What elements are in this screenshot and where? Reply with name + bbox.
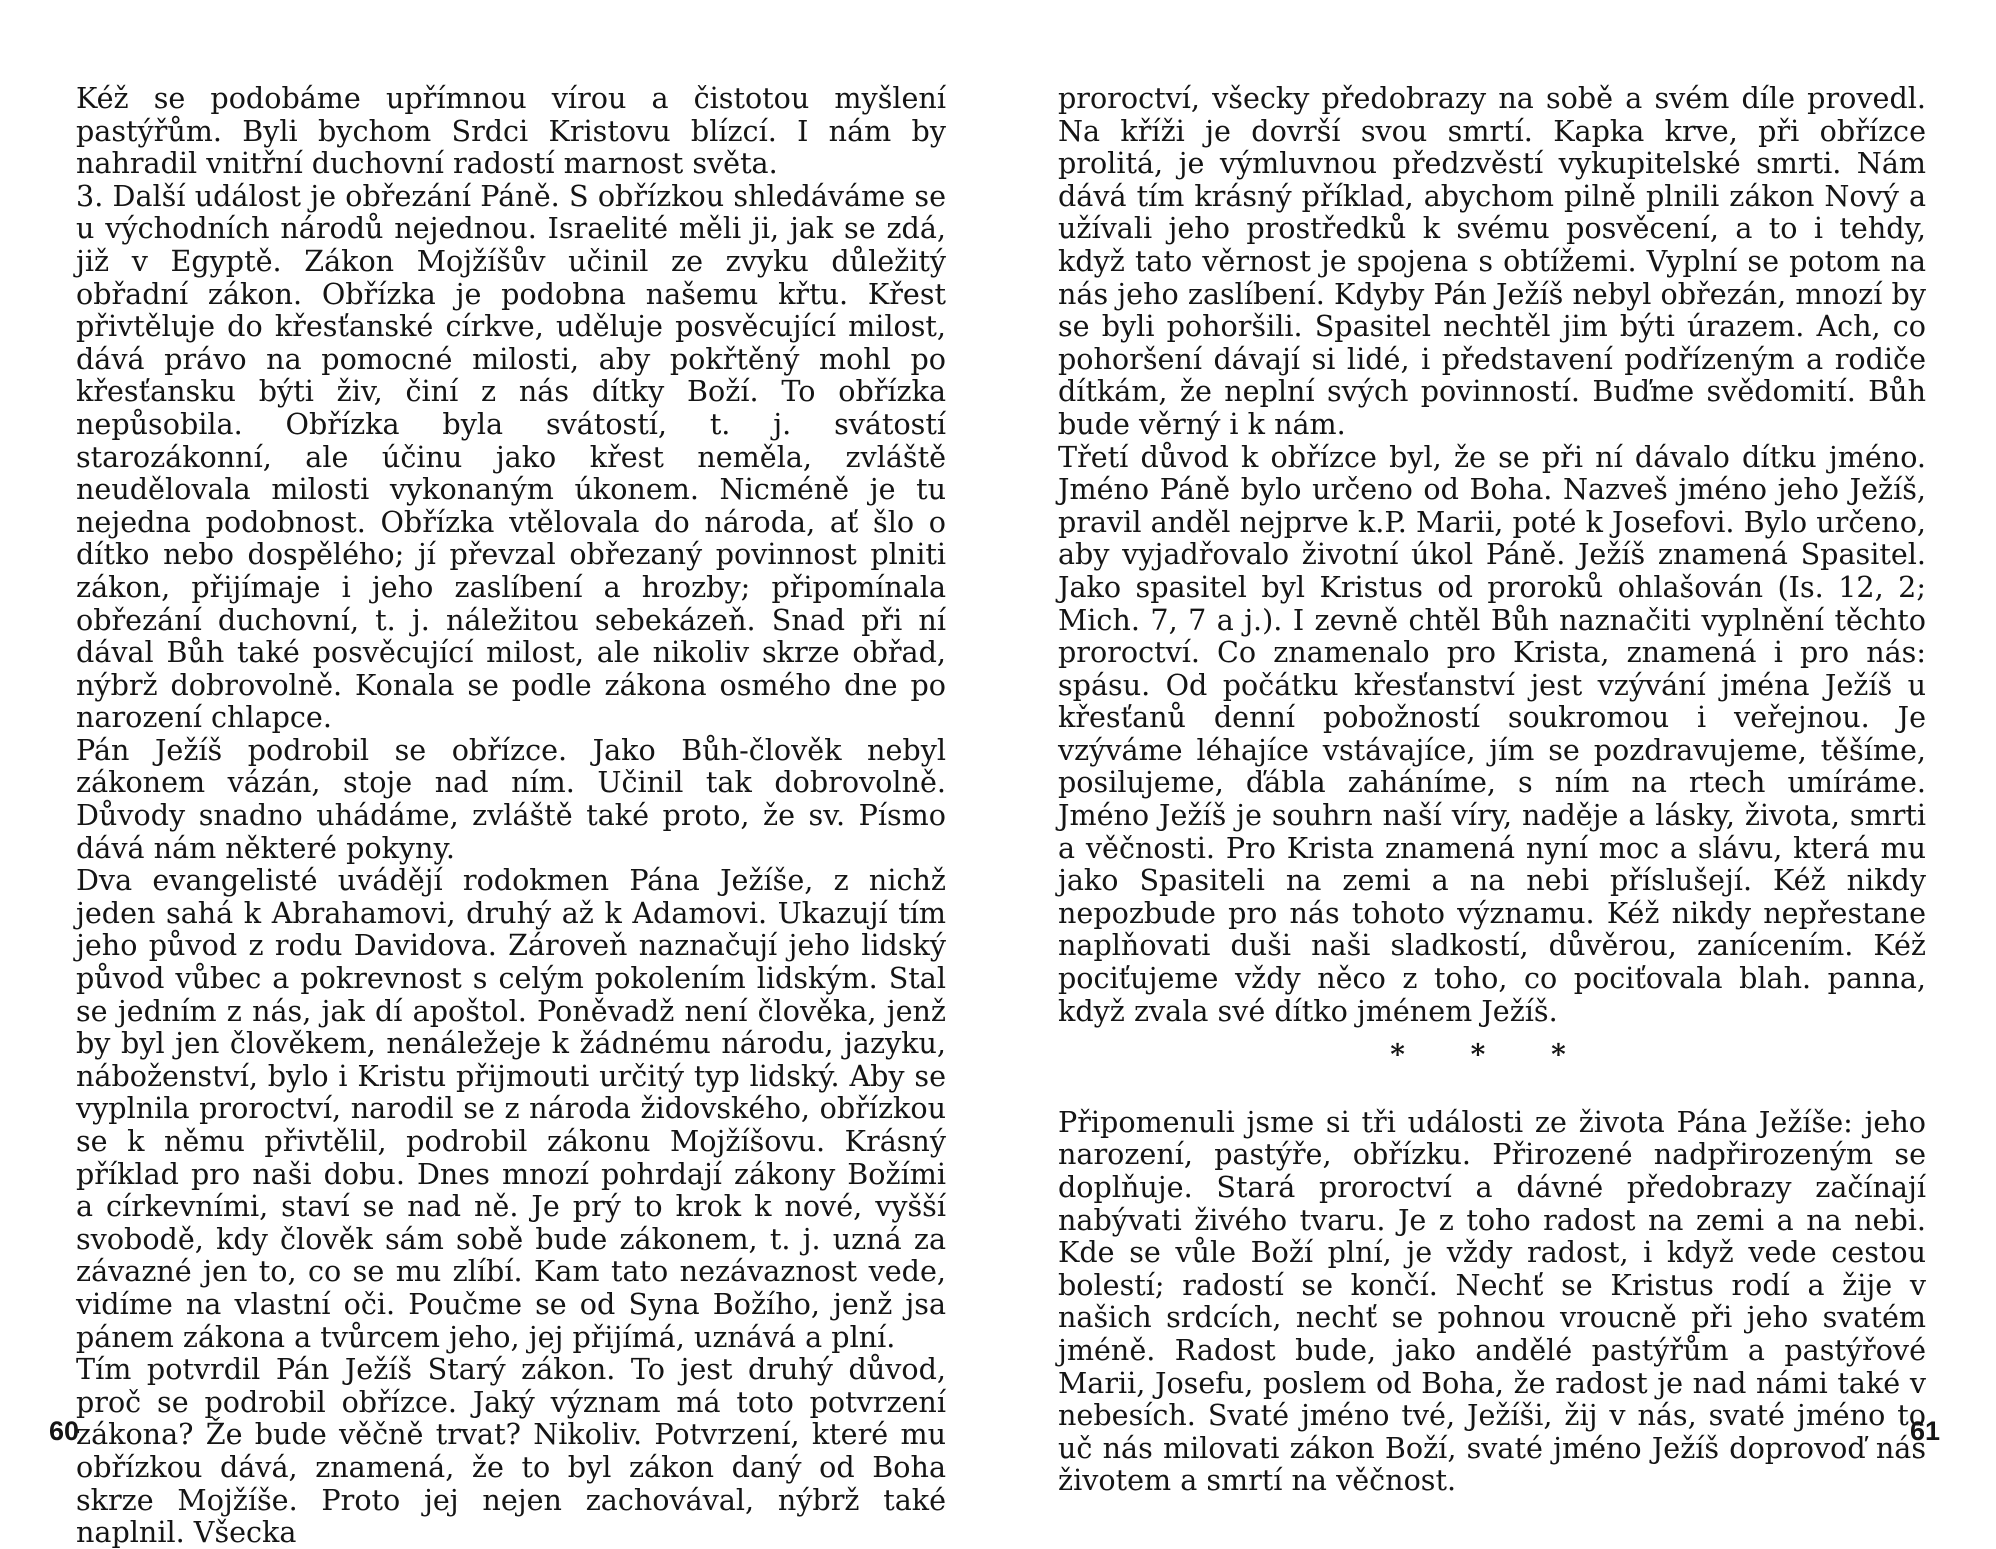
left-paragraph-4: Dva evangelisté uvádějí rodokmen Pána Ježíše, z nichž jeden sahá k Abrahamovi, druhý až k Adamovi. Ukazují tím jeho původ z rodu Davidova. Zároveň naznačují jeho lidský původ vůbec a pokrevnost s celým pokolením lidským. Stal se jedním z nás, jak dí apoštol. Poněvadž není člověka, jenž by byl jen člověkem, nenáležeje k žádnému národu, jazyku, náboženství, bylo i Kristu přijmouti určitý typ lidský. Aby se vyplnila proroctví, narodil se z národa židovského, obřízkou se k němu přivtělil, podrobil zákonu Mojžíšovu. Krásný příklad pro naši dobu. Dnes mnozí pohrdají zákony Božími a církevními, staví se nad ně. Je prý to krok k nové, vyšší svobodě, kdy člověk sám sobě bude zákonem, t. j. uzná za závazné jen to, co se mu zlíbí. Kam tato nezávaznost vede, vidíme na vlastní oči. Poučme se od Syna Božího, jenž jsa pánem zákona a tvůrcem jeho, jej přijímá, uznává a plní. [76, 863, 946, 1354]
right-paragraph-2: Třetí důvod k obřízce byl, že se při ní dávalo dítku jméno. Jméno Páně bylo určeno od Boha. Nazveš jméno jeho Ježíš, pravil anděl nejprve k.P. Marii, poté k Josefovi. Bylo určeno, aby vyjadřovalo životní úkol Páně. Ježíš znamená Spasitel. Jako spasitel byl Kristus od proroků ohlašován (Is. 12, 2; Mich. 7, 7 a j.). I zevně chtěl Bůh naznačiti vyplnění těchto proroctví. Co znamenalo pro Krista, znamená i pro nás: spásu. Od počátku křesťanství jest vzývání jména Ježíš u křesťanů denní pobožností soukromou i veřejnou. Je vzýváme léhajíce vstávajíce, jím se pozdravujeme, těšíme, posilujeme, ďábla zaháníme, s ním na rtech umíráme. Jméno Ježíš je souhrn naší víry, naděje a lásky, života, smrti a věčnosti. Pro Krista znamená nyní moc a slávu, která mu jako Spasiteli na zemi a na nebi příslušejí. Kéž nikdy nepozbude pro nás tohoto významu. Kéž nikdy nepřestane naplňovati duši naši sladkostí, důvěrou, zanícením. Kéž pociťujeme vždy něco z toho, co pociťovala blah. panna, když zvala své dítko jménem Ježíš. [1058, 439, 1926, 1028]
page-number-left: 60 [49, 1416, 80, 1446]
left-paragraph-1: Kéž se podobáme upřímnou vírou a čistotou myšlení pastýřům. Byli bychom Srdci Kristovu blízcí. I nám by nahradil vnitřní duchovní radostí marnost světa. [76, 81, 946, 181]
left-text-column [76, 82, 946, 1549]
section-break-ornament: * * * [1390, 1038, 1594, 1072]
left-paragraph-3: Pán Ježíš podrobil se obřízce. Jako Bůh-člověk nebyl zákonem vázán, stoje nad ním. Učinil tak dobrovolně. Důvody snadno uhádáme, zvláště také proto, že sv. Písmo dává nám některé pokyny. [76, 732, 946, 865]
left-paragraph-5: Tím potvrdil Pán Ježíš Starý zákon. To jest druhý důvod, proč se podrobil obřízce. Jaký význam má toto potvrzení zákona? Že bude věčně trvat? Nikoliv. Potvrzení, které mu obřízkou dává, znamená, že to byl zákon daný od Boha skrze Mojžíše. Proto jej nejen zachovával, nýbrž také naplnil. Všecka [76, 1352, 946, 1549]
left-paragraph-2: 3. Další událost je obřezání Páně. S obřízkou shledáváme se u východních národů nejednou. Israelité měli ji, jak se zdá, již v Egyptě. Zákon Mojžíšův učinil ze zvyku důležitý obřadní zákon. Obřízka je podobna našemu křtu. Křest přivtěluje do křesťanské církve, uděluje posvěcující milost, dává právo na pomocné milosti, aby pokřtěný mohl po křesťansku býti živ, činí z nás dítky Boží. To obřízka nepůsobila. Obřízka byla svátostí, t. j. svátostí starozákonní, ale účinu jako křest neměla, zvláště neudělovala milosti vykonaným úkonem. Nicméně je tu nejedna podobnost. Obřízka vtělovala do národa, ať šlo o dítko nebo dospělého; jí převzal obřezaný povinnost plniti zákon, přijímaje i jeho zaslíbení a hrozby; připomínala obřezání duchovní, t. j. náležitou sebekázeň. Snad při ní dával Bůh také posvěcující milost, ale nikoliv skrze obřad, nýbrž dobrovolně. Konala se podle zákona osmého dne po narození chlapce. [76, 178, 946, 735]
page-number-right: 61 [1909, 1416, 1940, 1446]
right-text-column [1058, 82, 1926, 1497]
right-paragraph-3: Připomenuli jsme si tři události ze života Pána Ježíše: jeho narození, pastýře, obřízku. Přirozené nadpřirozeným se doplňuje. Stará proroctví a dávné předobrazy začínají nabývati živého tvaru. Je z toho radost na zemi a na nebi. Kde se vůle Boží plní, je vždy radost, i když vede cestou bolestí; radostí se končí. Nechť se Kristus rodí a žije v našich srdcích, nechť se pohnou vroucně při jeho svatém jméně. Radost bude, jako andělé pastýřům a pastýřové Marii, Josefu, poslem od Boha, že radost je nad námi také v nebesích. Svaté jméno tvé, Ježíši, žij v nás, svaté jméno to uč nás milovati zákon Boží, svaté jméno Ježíš doprovoď nás životem a smrtí na věčnost. [1058, 1104, 1926, 1498]
right-paragraph-1: proroctví, všecky předobrazy na sobě a svém díle provedl. Na kříži je dovrší svou smrtí. Kapka krve, při obřízce prolitá, je výmluvnou předzvěstí vykupitelské smrti. Nám dává tím krásný příklad, abychom pilně plnili zákon Nový a užívali jeho prostředků k svému posvěcení, a to i tehdy, když tato věrnost je spojena s obtížemi. Vyplní se potom na nás jeho zaslíbení. Kdyby Pán Ježíš nebyl obřezán, mnozí by se byli pohoršili. Spasitel nechtěl jim býti úrazem. Ach, co pohoršení dávají si lidé, i představení podřízeným a rodiče dítkám, že neplní svých povinností. Buďme svědomití. Bůh bude věrný i k nám. [1058, 81, 1926, 441]
right-page [998, 0, 1996, 1500]
